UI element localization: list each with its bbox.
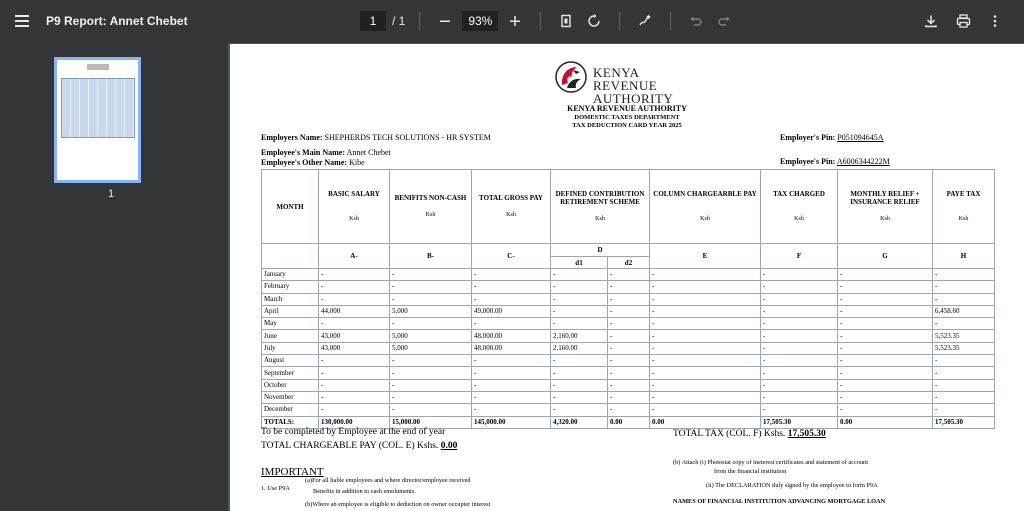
total-chargeable-pay xyxy=(261,441,457,451)
table-cell: - xyxy=(390,391,472,403)
thumbnail-logo xyxy=(87,64,109,70)
table-cell: - xyxy=(608,281,650,293)
table-cell: - xyxy=(933,391,995,403)
table-cell: 5,523.35 xyxy=(933,330,995,342)
pdf-toolbar xyxy=(0,0,1024,43)
total-tax-label: TOTAL TAX (COL. F) Kshs. xyxy=(673,429,786,439)
table-row xyxy=(262,281,995,293)
table-cell: - xyxy=(933,355,995,367)
table-cell: 145,000.00 xyxy=(472,416,551,428)
table-cell: 2,160.00 xyxy=(551,330,608,342)
toolbar-right-controls xyxy=(920,10,1006,32)
thumbnail-sidebar xyxy=(0,43,228,511)
table-cell: - xyxy=(319,391,390,403)
col-g-header: MONTHLY RELIEF + INSURANCE RELIEF Ksh xyxy=(838,170,933,244)
header-row xyxy=(262,170,995,244)
more-vert-icon xyxy=(992,14,998,28)
undo-button[interactable] xyxy=(685,10,707,32)
table-cell: - xyxy=(761,293,838,305)
table-cell: - xyxy=(551,367,608,379)
table-cell: - xyxy=(650,379,761,391)
table-cell: - xyxy=(761,342,838,354)
table-cell: - xyxy=(761,391,838,403)
table-row xyxy=(262,367,995,379)
divider xyxy=(540,12,541,30)
print-button[interactable] xyxy=(952,10,974,32)
important-heading: IMPORTANT xyxy=(261,466,324,478)
table-cell: - xyxy=(650,367,761,379)
main-name-row xyxy=(261,148,391,157)
table-cell: - xyxy=(650,318,761,330)
table-cell: - xyxy=(761,379,838,391)
table-cell: 2,160.00 xyxy=(551,342,608,354)
logo-line-1: KENYA REVENUE xyxy=(593,65,658,93)
table-cell: - xyxy=(608,342,650,354)
employers-pin-value: P051094645A xyxy=(837,133,884,142)
plus-icon xyxy=(509,15,521,27)
table-cell: 15,000.00 xyxy=(390,416,472,428)
thumbnail-page-number: 1 xyxy=(108,188,115,200)
table-row xyxy=(262,355,995,367)
header-department: DOMESTIC TAXES DEPARTMENT xyxy=(574,114,680,121)
table-row xyxy=(262,330,995,342)
attach-note-3: (ii) The DECLARATION duly signed by the employee to form P9A xyxy=(706,482,878,489)
header-card-year: TAX DEDUCTION CARD YEAR 2025 xyxy=(572,122,682,129)
table-cell: February xyxy=(262,281,319,293)
pen-icon xyxy=(638,14,652,28)
table-cell: - xyxy=(319,293,390,305)
table-cell: August xyxy=(262,355,319,367)
note-a-continued: Benefits in addition to cash emoluments. xyxy=(313,488,416,495)
employee-pin-value: A6006344222M xyxy=(836,157,890,166)
document-title: P9 Report: Annet Chebet xyxy=(46,14,188,28)
table-row xyxy=(262,379,995,391)
table-cell: 0.00 xyxy=(608,416,650,428)
table-cell: - xyxy=(390,293,472,305)
table-cell: - xyxy=(472,293,551,305)
zoom-in-button[interactable] xyxy=(504,10,526,32)
table-cell: - xyxy=(650,281,761,293)
menu-icon[interactable] xyxy=(13,12,31,30)
letter-row xyxy=(262,244,995,257)
table-cell: September xyxy=(262,367,319,379)
table-cell: - xyxy=(650,342,761,354)
table-cell: - xyxy=(761,305,838,317)
thumbnail-table-preview xyxy=(61,78,135,138)
lion-emblem-icon xyxy=(555,61,587,93)
kra-logo xyxy=(555,61,705,106)
table-cell: - xyxy=(650,305,761,317)
divider xyxy=(419,12,420,30)
table-cell: - xyxy=(472,318,551,330)
table-cell: 6,458.60 xyxy=(933,305,995,317)
table-cell: October xyxy=(262,379,319,391)
table-cell: 5,000 xyxy=(390,330,472,342)
table-row xyxy=(262,318,995,330)
table-cell: - xyxy=(472,379,551,391)
table-cell: - xyxy=(319,379,390,391)
table-cell: - xyxy=(761,330,838,342)
table-cell: - xyxy=(319,269,390,281)
employers-name-value: SHEPHERDS TECH SOLUTIONS - HR SYSTEM xyxy=(324,133,491,142)
complete-instruction: To be completed by Employee at the end of year xyxy=(261,427,446,437)
table-cell: - xyxy=(650,404,761,416)
table-cell: - xyxy=(650,269,761,281)
redo-button[interactable] xyxy=(713,10,735,32)
use-p9a: 1. Use P9A xyxy=(261,485,290,492)
letter-e: E xyxy=(650,244,761,269)
table-cell: - xyxy=(838,355,933,367)
month-letter-cell xyxy=(262,244,319,269)
table-cell: - xyxy=(472,367,551,379)
employers-pin-label: Employer's Pin: xyxy=(780,133,836,142)
letter-c: C- xyxy=(472,244,551,269)
table-cell: - xyxy=(761,269,838,281)
table-cell: 44,000 xyxy=(319,305,390,317)
table-cell: - xyxy=(551,281,608,293)
table-cell: - xyxy=(933,379,995,391)
table-cell: - xyxy=(838,318,933,330)
table-cell: 17,505.30 xyxy=(933,416,995,428)
rotate-button[interactable] xyxy=(583,10,605,32)
table-cell: July xyxy=(262,342,319,354)
col-b-header: BENIFITS NON-CASH Ksh xyxy=(390,170,472,244)
more-options-button[interactable] xyxy=(984,10,1006,32)
divider xyxy=(619,12,620,30)
total-tax xyxy=(673,429,826,439)
table-cell: March xyxy=(262,293,319,305)
table-cell: - xyxy=(838,404,933,416)
table-cell: - xyxy=(608,404,650,416)
table-cell: 49,000.00 xyxy=(472,305,551,317)
download-icon xyxy=(924,14,938,28)
employee-pin-label: Employee's Pin: xyxy=(780,157,836,166)
table-row xyxy=(262,269,995,281)
table-cell: - xyxy=(551,404,608,416)
table-cell: - xyxy=(838,367,933,379)
table-cell: 5,000 xyxy=(390,305,472,317)
table-cell: - xyxy=(933,404,995,416)
table-cell: - xyxy=(608,367,650,379)
zoom-input[interactable] xyxy=(462,11,498,31)
table-cell: - xyxy=(551,269,608,281)
table-cell: - xyxy=(551,318,608,330)
table-cell: - xyxy=(390,404,472,416)
letter-d1: d1 xyxy=(551,257,608,269)
table-cell: 5,000 xyxy=(390,342,472,354)
other-name-value: Kibe xyxy=(349,158,365,167)
zoom-out-button[interactable] xyxy=(434,10,456,32)
table-row xyxy=(262,342,995,354)
redo-icon xyxy=(717,14,731,28)
attach-note-1: (b) Attach (i) Photostat copy of ineterest certificates and statement of account xyxy=(673,459,868,466)
table-row xyxy=(262,293,995,305)
table-cell: 43,000 xyxy=(319,330,390,342)
table-cell: - xyxy=(472,391,551,403)
table-cell: - xyxy=(472,281,551,293)
note-a: (a)For all liable employees and where director/employee received xyxy=(305,477,471,484)
table-row xyxy=(262,404,995,416)
table-cell: - xyxy=(933,281,995,293)
employers-name-label: Employers Name: xyxy=(261,133,323,142)
table-cell: - xyxy=(319,404,390,416)
table-cell: - xyxy=(650,293,761,305)
table-cell: - xyxy=(608,330,650,342)
table-cell: November xyxy=(262,391,319,403)
employers-name-row xyxy=(261,133,491,142)
table-cell: - xyxy=(551,391,608,403)
other-name-row xyxy=(261,158,365,167)
table-cell: - xyxy=(838,305,933,317)
col-a-header: BASIC SALARY Ksh xyxy=(319,170,390,244)
table-cell: - xyxy=(933,318,995,330)
table-cell: - xyxy=(838,330,933,342)
table-cell: 43,000 xyxy=(319,342,390,354)
table-cell: - xyxy=(761,318,838,330)
table-cell: 48,000.00 xyxy=(472,330,551,342)
page-thumbnail[interactable] xyxy=(54,57,141,183)
table-cell: - xyxy=(650,391,761,403)
table-cell: - xyxy=(933,367,995,379)
table-cell: - xyxy=(608,318,650,330)
employers-pin-row xyxy=(780,133,884,142)
table-cell: - xyxy=(608,293,650,305)
table-cell: - xyxy=(551,355,608,367)
toolbar-center-controls xyxy=(360,8,735,34)
col-f-header: TAX CHARGED Ksh xyxy=(761,170,838,244)
attach-note-2: from the financial institution xyxy=(714,468,787,475)
undo-icon xyxy=(689,14,703,28)
col-d-header: DEFINED CONTRIBUTION RETIREMENT SCHEME Ksh xyxy=(551,170,650,244)
download-button[interactable] xyxy=(920,10,942,32)
employee-pin-row xyxy=(780,157,890,166)
page-total: / 1 xyxy=(392,14,406,28)
table-cell: - xyxy=(838,281,933,293)
table-row xyxy=(262,305,995,317)
col-h-header: PAYE TAX Ksh xyxy=(933,170,995,244)
table-cell: - xyxy=(390,355,472,367)
table-cell: - xyxy=(838,269,933,281)
table-cell: 130,000.00 xyxy=(319,416,390,428)
table-cell: 0.00 xyxy=(650,416,761,428)
tax-deduction-table xyxy=(261,169,995,429)
table-cell: - xyxy=(390,281,472,293)
table-cell: - xyxy=(551,293,608,305)
table-cell: - xyxy=(608,391,650,403)
table-cell: - xyxy=(390,379,472,391)
print-icon xyxy=(956,14,971,28)
table-cell: - xyxy=(608,379,650,391)
table-cell: - xyxy=(390,318,472,330)
col-month-header: MONTH xyxy=(262,170,319,244)
logo-line-2: AUTHORITY xyxy=(593,91,674,106)
divider xyxy=(670,12,671,30)
table-cell: January xyxy=(262,269,319,281)
rotate-icon xyxy=(587,14,601,28)
total-chargeable-label: TOTAL CHARGEABLE PAY (COL. E) Kshs. xyxy=(261,441,439,451)
table-cell: - xyxy=(319,355,390,367)
fit-page-icon xyxy=(559,14,573,28)
letter-d: D xyxy=(551,244,650,257)
col-e-header: COLUMN CHARGEARBLE PAY Ksh xyxy=(650,170,761,244)
table-cell: - xyxy=(319,281,390,293)
table-cell: June xyxy=(262,330,319,342)
total-chargeable-value: 0.00 xyxy=(440,441,458,451)
financial-institution-heading: NAMES OF FINANCIAL INSTITUTION ADVANCING MORTGAGE LOAN xyxy=(673,498,886,505)
table-cell: - xyxy=(319,318,390,330)
table-cell: - xyxy=(472,404,551,416)
table-cell: - xyxy=(650,330,761,342)
table-cell: - xyxy=(551,379,608,391)
table-cell: 5,523.35 xyxy=(933,342,995,354)
table-cell: - xyxy=(838,342,933,354)
table-cell: - xyxy=(761,367,838,379)
minus-icon xyxy=(439,15,451,27)
table-body xyxy=(262,269,995,429)
annotate-button[interactable] xyxy=(634,10,656,32)
table-cell: 4,320.00 xyxy=(551,416,608,428)
table-cell: - xyxy=(761,355,838,367)
note-b: (b)Where an employee is eligible to deduction on owner occupier interest xyxy=(305,501,491,508)
total-tax-value: 17,505.30 xyxy=(787,429,826,439)
table-cell: December xyxy=(262,404,319,416)
table-cell: - xyxy=(390,367,472,379)
col-c-header: TOTAL GROSS PAY Ksh xyxy=(472,170,551,244)
letter-a: A- xyxy=(319,244,390,269)
table-cell: - xyxy=(472,269,551,281)
table-cell: - xyxy=(472,355,551,367)
table-cell: - xyxy=(390,269,472,281)
table-cell: 0.00 xyxy=(838,416,933,428)
table-cell: - xyxy=(838,391,933,403)
other-name-label: Employee's Other Name: xyxy=(261,158,348,167)
table-cell: April xyxy=(262,305,319,317)
table-cell: 17,505.30 xyxy=(761,416,838,428)
letter-d2: d2 xyxy=(608,257,650,269)
logo-wordmark xyxy=(593,66,705,105)
letter-h: H xyxy=(933,244,995,269)
letter-f: F xyxy=(761,244,838,269)
table-cell: - xyxy=(838,379,933,391)
table-cell: May xyxy=(262,318,319,330)
main-name-label: Employee's Main Name: xyxy=(261,148,345,157)
table-cell: - xyxy=(761,281,838,293)
letter-g: G xyxy=(838,244,933,269)
table-cell: - xyxy=(608,269,650,281)
table-cell: - xyxy=(608,305,650,317)
table-cell: - xyxy=(608,355,650,367)
table-cell: - xyxy=(933,293,995,305)
pdf-page xyxy=(230,44,1024,511)
main-name-value: Annet Chebet xyxy=(346,148,391,157)
table-cell: - xyxy=(761,404,838,416)
header-authority: KENYA REVENUE AUTHORITY xyxy=(567,104,687,113)
table-cell: 48,000.00 xyxy=(472,342,551,354)
letter-b: B- xyxy=(390,244,472,269)
table-cell: - xyxy=(838,293,933,305)
table-cell: - xyxy=(933,269,995,281)
table-cell: - xyxy=(650,355,761,367)
table-cell: - xyxy=(551,305,608,317)
table-row xyxy=(262,391,995,403)
table-cell: TOTALS: xyxy=(262,416,319,428)
page-number-input[interactable] xyxy=(360,11,386,31)
table-cell: - xyxy=(319,367,390,379)
fit-page-button[interactable] xyxy=(555,10,577,32)
